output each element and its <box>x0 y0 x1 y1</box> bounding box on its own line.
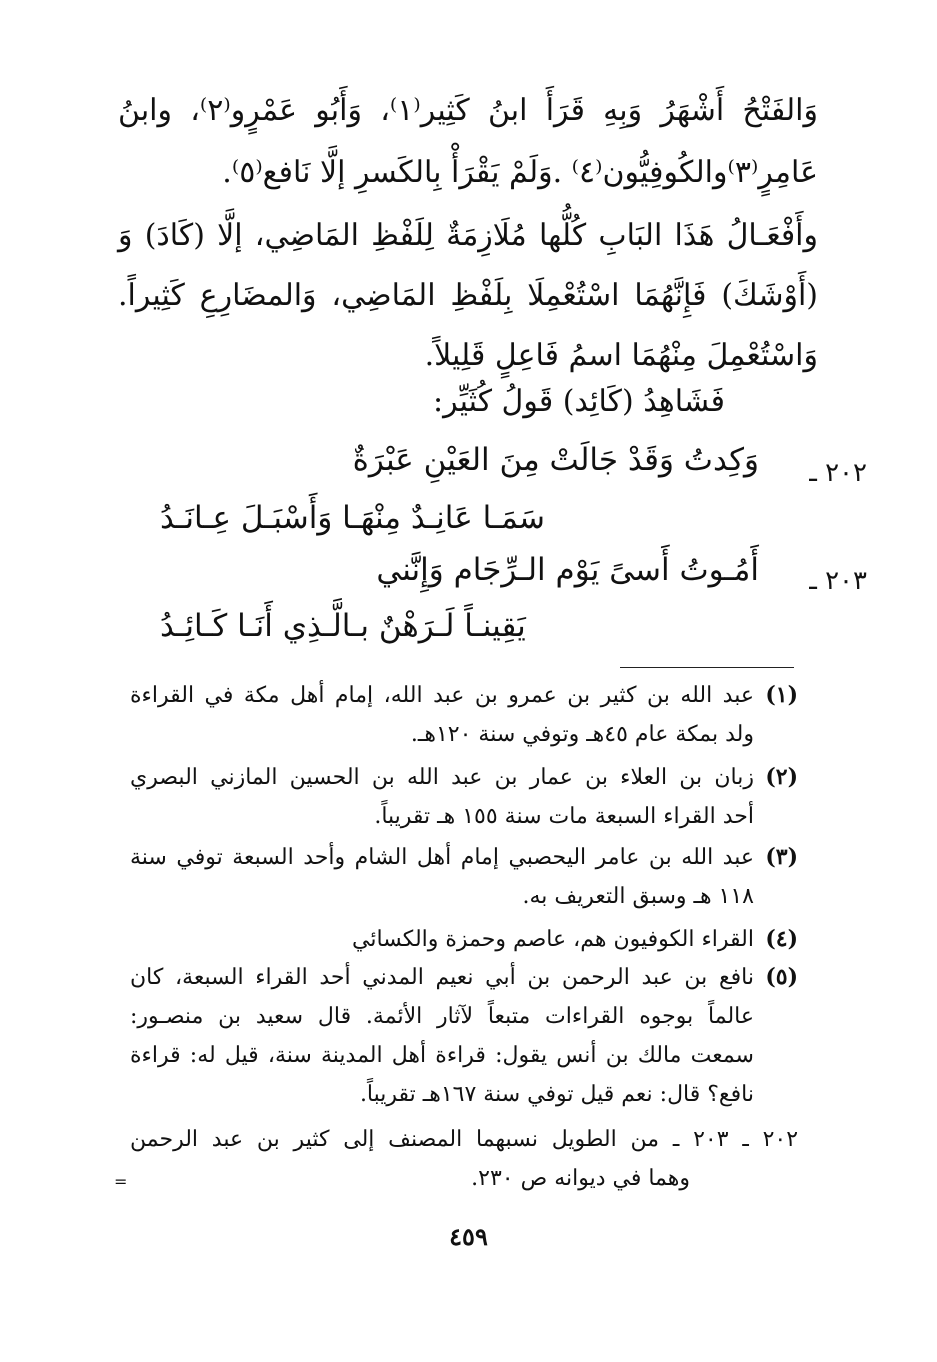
verse-first-hemistich: أَمُـوتُ أَسىً يَوْم الـرِّجَام وَإِنَّني <box>376 552 759 588</box>
footnote-1 <box>130 676 798 754</box>
footnote-line: عالماً بوجوه القراءات متبعاً لآثار الأئمة. قال سعيد بن منصـور: <box>130 1004 754 1029</box>
paragraph-reading <box>118 80 818 204</box>
verse-source-note <box>130 1120 798 1198</box>
footnote-line: القراء الكوفيون هم، عاصم وحمزة والكسائي <box>352 927 754 952</box>
text-line: (أَوْشَكَ) فَإِنَّهُمَا اسْتُعْمِلَا بِلَفْظِ المَاضِي، وَالمضَارِعِ كَثِيراً. <box>118 278 818 313</box>
footnote-line: ولد بمكة عام ٤٥هـ وتوفي سنة ١٢٠هـ. <box>410 722 754 747</box>
footnote-number: (١) <box>765 682 798 708</box>
text-line: عَامِرٍ⁽٣⁾والكُوفِيُّون⁽٤⁾ .وَلَمْ يَقْرَأْ بِالكَسرِ إلَّا نَافع⁽٥⁾. <box>222 155 818 190</box>
footnote-line: وهما في ديوانه ص ٢٣٠. <box>471 1166 690 1191</box>
footnote-line: ١١٨ هـ وسبق التعريف به. <box>522 884 754 909</box>
footnote-number: (٢) <box>765 764 798 790</box>
text-line: وأَفْعَـالُ هَذَا البَابِ كُلُّها مُلَازِمَةٌ لِلَفْظِ المَاضِي، إلَّا (كَادَ) وَ <box>118 218 818 253</box>
verse-second-hemistich: سَمَـا عَانِـدٌ مِنْهَـا وَأَسْبَـلَ عِـانَـدُ <box>160 500 546 536</box>
text-line: وَاسْتُعْمِلَ مِنْهُمَا اسمُ فَاعِلٍ قَلِيلاً. <box>424 338 818 373</box>
footnote-2 <box>130 758 798 836</box>
footnote-number: (٣) <box>765 844 798 870</box>
verse-number: ٢٠٣ ـ <box>809 566 867 596</box>
verse-number: ٢٠٢ ـ <box>809 458 867 488</box>
page-number: ٤٥٩ <box>449 1222 488 1251</box>
margin-mark: = <box>114 1172 128 1191</box>
footnote-number: (٥) <box>765 964 798 990</box>
footnote-separator <box>620 667 794 668</box>
poem-intro: فَشَاهِدُ (كَائِد) قَولُ كُثَيِّر: <box>432 384 725 419</box>
footnote-line: نافع؟ قال: نعم قيل توفي سنة ١٦٧هـ تقريباً. <box>359 1082 754 1107</box>
footnote-line: عبد الله بن عامر اليحصبي إمام أهل الشام وأحد السبعة توفي سنة <box>130 845 755 870</box>
paragraph-verbs <box>118 206 818 386</box>
footnote-5 <box>130 958 798 1114</box>
footnote-number: (٤) <box>765 926 798 952</box>
footnote-line: أحد القراء السبعة مات سنة ١٥٥ هـ تقريباً. <box>374 804 754 829</box>
footnote-line: نافع بن عبد الرحمن بن أبي نعيم المدني أحد القراء السبعة، كان <box>130 965 754 990</box>
footnote-3 <box>130 838 798 916</box>
footnote-line: زبان بن العلاء بن عمار بن عبد الله بن الحسين المازني البصري <box>130 765 754 790</box>
footnote-line: سمعت مالك بن أنس يقول: قراءة أهل المدينة سنة، قيل له: قراءة <box>130 1043 754 1068</box>
verse-second-hemistich: يَقِينـاً لَـرَهْنٌ بـالَّـذِي أَنَـا كَـائِـدُ <box>160 608 526 644</box>
footnote-line: عبد الله بن كثير بن عمرو بن عبد الله، إمام أهل مكة في القراءة <box>130 683 754 708</box>
verse-first-hemistich: وَكِدتُ وَقَدْ جَالَتْ مِنَ العَيْنِ عَبْرَةٌ <box>352 442 759 478</box>
text-line: وَالفَتْحُ أَشْهَرُ وَبِهِ قَرَأَ ابنُ كَثِير⁽١⁾، وَأَبُو عَمْرٍو⁽٢⁾، وابنُ <box>118 93 818 128</box>
footnote-4 <box>130 920 798 959</box>
footnote-line: ٢٠٢ ـ ٢٠٣ ـ من الطويل نسبهما المصنف إلى كثير بن عبد الرحمن <box>130 1127 799 1152</box>
